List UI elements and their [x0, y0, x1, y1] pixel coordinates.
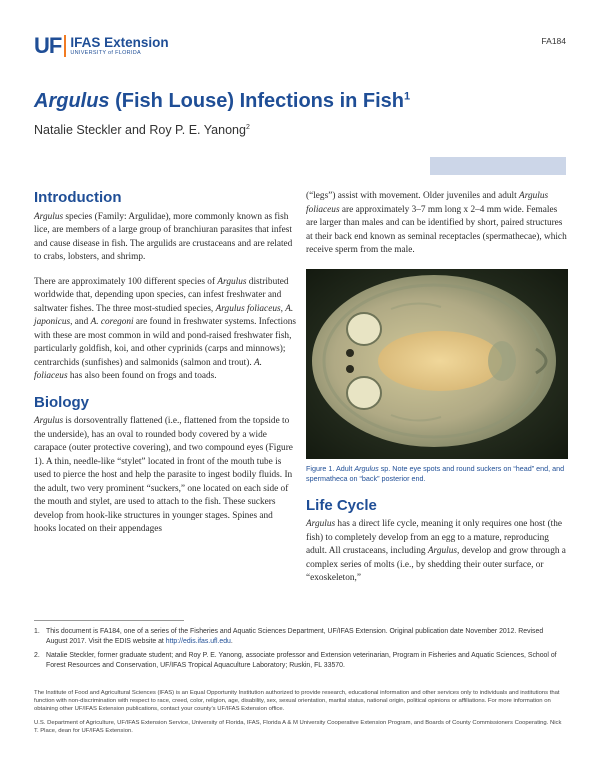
- publication-number: FA184: [541, 36, 566, 46]
- logo-university: UNIVERSITY of FLORIDA: [70, 49, 142, 56]
- footnote-number: 1.: [34, 628, 40, 635]
- authors-footnote-ref: 2: [245, 123, 250, 131]
- figure-1-caption: [306, 464, 568, 484]
- text-run: sp. Note eye spots and round suckers on “head” end, and spermatheca on “back” posterior end.: [306, 463, 565, 483]
- text-run: There are approximately 100 different species of: [34, 276, 218, 287]
- header-band: [430, 157, 566, 175]
- text-run: ,: [280, 303, 286, 314]
- italic-text: Argulus: [354, 463, 379, 473]
- text-run: (“legs”) assist with movement. Older juveniles and adult: [306, 191, 520, 201]
- argulus-illustration: [306, 269, 568, 459]
- italic-text: Argulus foliaceus: [306, 191, 549, 215]
- title-rest: (Fish Louse) Infections in Fish: [109, 90, 405, 112]
- life-cycle-heading: Life Cycle: [306, 496, 377, 514]
- equal-opportunity-statement: The Institute of Food and Agricultural Sciences (IFAS) is an Equal Opportunity Institution authorized to provide research, educational information and other services only to individuals and institutions that function with non-discrimination with respect to race, creed, color, religion, age, disability, sex, sexual orientation, marital status, national origin, political opinions or affiliations. For more information on obtaining other UF/IFAS Extension publications, contact your county’s UF/IFAS Extension office.: [34, 690, 560, 712]
- italic-text: Argulus: [427, 546, 457, 556]
- logo-divider: [64, 35, 66, 57]
- footnotes: [34, 627, 566, 675]
- biology-paragraph-1: [34, 415, 296, 537]
- logo-uf-mark: UF: [34, 33, 62, 58]
- legal-notice: [34, 689, 566, 741]
- footnote-2: [34, 651, 566, 670]
- text-run: Figure 1. Adult: [306, 463, 355, 473]
- text-run: has a direct life cycle, meaning it only requires one host (the fish) to completely develop from an egg to a mature, reproducing adult. All crustaceans, including: [306, 519, 563, 556]
- life-cycle-paragraph-1: [306, 518, 568, 586]
- logo-text: [70, 36, 168, 56]
- page-title: [34, 90, 410, 113]
- footnote-number: 2.: [34, 652, 40, 659]
- italic-text: Argulus: [34, 211, 64, 222]
- text-run: species (Family: Argulidae), more commonly known as fish lice, are members of a large group of branchiuran parasites that infest and cause disease in fish. The argulids are crustaceans and are related to crabs, lobsters, and shrimp.: [34, 211, 293, 262]
- argulus-photo: [306, 269, 568, 459]
- footnote-divider: [34, 620, 184, 621]
- italic-text: A. japonicus: [34, 303, 294, 327]
- text-run: are approximately 3–7 mm long x 2–4 mm wide. Females are larger than males and can be identified by short, paired structures at their back end known as seminal receptacles (spermathecae), which receive sperm from the male.: [306, 204, 567, 255]
- italic-text: Argulus foliaceus: [215, 303, 281, 314]
- footnote-1: [34, 627, 566, 646]
- title-italic: Argulus: [34, 90, 110, 112]
- text-run: , develop and grow through a complex series of molts (i.e., by shedding their outer surface, or “exoskeleton,”: [306, 546, 566, 583]
- right-column: [306, 190, 568, 597]
- italic-text: A. coregoni: [90, 317, 134, 327]
- authors: [34, 123, 250, 137]
- footnote-text: Natalie Steckler, former graduate student; and Roy P. E. Yanong, associate professor and Extension veterinarian, Program in Fisheries and Aquatic Sciences, School of Forest Resources and Conservation, UF/IFAS Tropical Aquaculture Laboratory; Ruskin, FL 33570.: [46, 652, 557, 669]
- logo-ifas-extension: IFAS Extension: [70, 35, 169, 50]
- introduction-paragraph-1: [34, 211, 296, 265]
- text-run: has also been found on frogs and toads.: [67, 371, 217, 381]
- introduction-paragraph-2: [34, 276, 296, 384]
- italic-text: Argulus: [217, 276, 247, 287]
- author-names: Natalie Steckler and Roy P. E. Yanong: [34, 123, 246, 137]
- italic-text: Argulus: [306, 519, 336, 529]
- italic-text: A. foliaceus: [34, 357, 262, 381]
- biology-paragraph-continued: [306, 190, 568, 258]
- usda-statement: U.S. Department of Agriculture, UF/IFAS Extension Service, University of Florida, IFAS, Florida A & M University Cooperative Extension Program, and Boards of County Commissioners Cooperating. Nick T. Place, dean for UF/IFAS Extension.: [34, 720, 562, 734]
- text-run: is dorsoventrally flattened (i.e., flattened from the topside to the underside), has an oval to rounded body covered by a wide carapace (outer protective covering), and two compound eyes (Figure 1). A thin, needle-like “stylet” located in front of the mouth tube is used to pierce the host and help the parasite to ingest bodily fluids. In the adult, two very prominent “suckers,” one located on each side of the mouth and stylet, are used to attach to the fish. These suckers develop from hook-like structures in younger stages. Spines and hooks located on their appendages: [34, 416, 293, 534]
- footnote-text: [46, 627, 566, 646]
- ifas-extension-logo: [34, 33, 169, 59]
- text-run: are found in freshwater systems. Infections with these are most common in wild and pond-raised freshwater fish, particularly goldfish, koi, and other cyprinids (carps and minnows); centrarchids (sunfishes) and salmonids (salmon and trout).: [34, 317, 296, 368]
- left-column: [34, 190, 296, 548]
- biology-heading: Biology: [34, 393, 89, 411]
- edis-link[interactable]: http://edis.ifas.ufl.edu: [165, 637, 231, 645]
- italic-text: Argulus: [34, 416, 64, 426]
- text-run: , and: [70, 317, 91, 327]
- introduction-heading: Introduction: [34, 189, 122, 206]
- footnote-body: This document is FA184, one of a series of the Fisheries and Aquatic Sciences Department, UF/IFAS Extension. Original publication date November 2012. Revised August 2017. Visit the EDIS website at: [46, 628, 544, 645]
- footnote-tail: .: [230, 637, 233, 645]
- title-footnote-ref: 1: [404, 90, 411, 103]
- text-run: distributed worldwide that, depending upon species, can infest freshwater and saltwater fishes. The three most-studied species,: [34, 276, 289, 314]
